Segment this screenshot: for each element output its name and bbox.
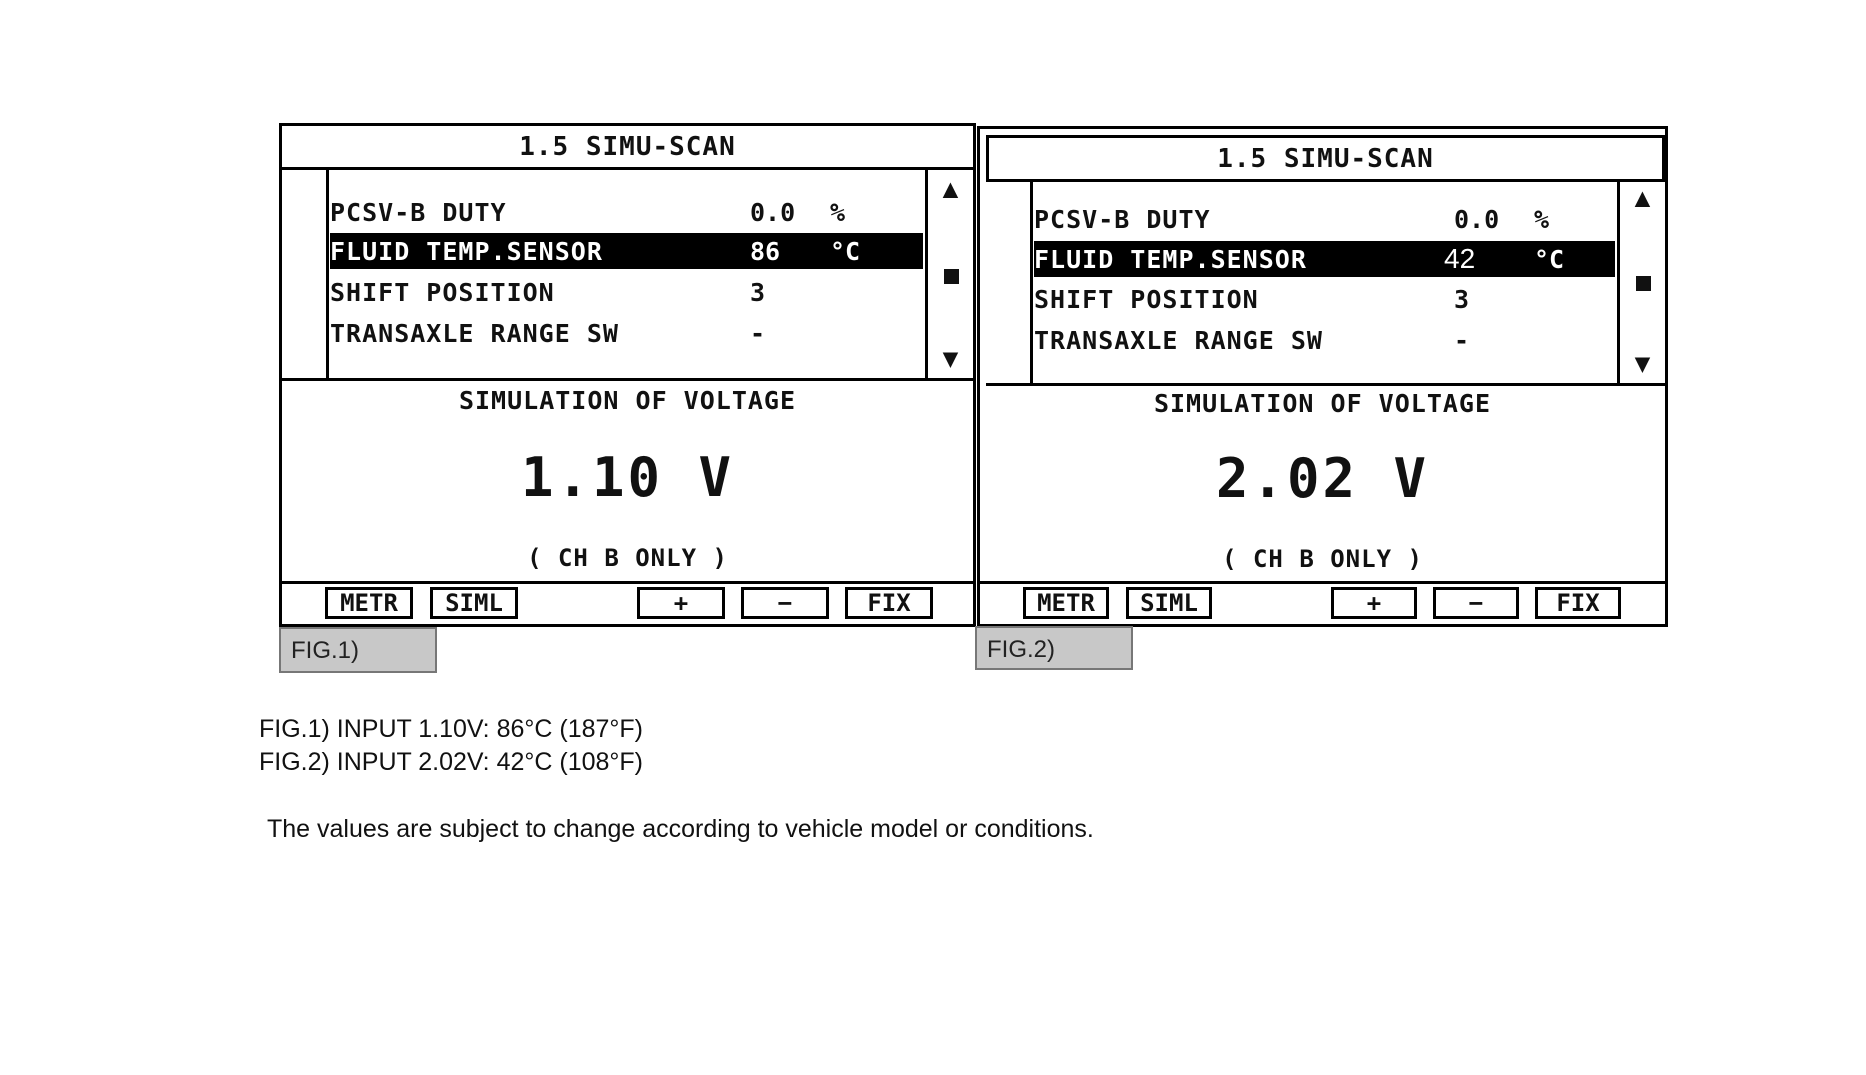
row-value: 3 <box>1454 285 1470 314</box>
fix-button[interactable]: FIX <box>845 587 933 619</box>
row-unit: °C <box>1534 245 1565 274</box>
metr-button[interactable]: METR <box>325 587 413 619</box>
scroll-thumb[interactable] <box>944 269 959 284</box>
scan-screen-fig2 <box>977 126 1668 627</box>
list-row-fluid-temp-sensor[interactable] <box>1034 241 1615 277</box>
screen-title: 1.5 SIMU-SCAN <box>282 126 973 170</box>
row-value: - <box>750 319 766 348</box>
channel-note: ( CH B ONLY ) <box>1222 545 1423 573</box>
row-unit: % <box>1534 205 1550 234</box>
figure-1-caption: FIG.1) INPUT 1.10V: 86°C (187°F) <box>259 715 644 743</box>
simulation-title: SIMULATION OF VOLTAGE <box>458 386 797 415</box>
scroll-up-icon[interactable]: ▲ <box>942 174 959 204</box>
simulation-voltage-value: 1.10 V <box>520 446 735 509</box>
list-row-shift-position[interactable] <box>1034 281 1615 317</box>
row-label: TRANSAXLE RANGE SW <box>1034 326 1323 355</box>
data-list <box>986 179 1665 386</box>
row-label: PCSV-B DUTY <box>1034 205 1211 234</box>
row-label: TRANSAXLE RANGE SW <box>330 319 619 348</box>
scroll-down-icon[interactable]: ▼ <box>1634 349 1651 379</box>
row-label: FLUID TEMP.SENSOR <box>1034 245 1307 274</box>
list-scrollbar[interactable] <box>925 170 973 378</box>
row-value: - <box>1454 326 1470 355</box>
softkey-bar <box>980 581 1665 624</box>
list-row-transaxle-range-sw[interactable] <box>1034 322 1615 358</box>
scan-screen-fig1 <box>279 123 976 627</box>
list-row-transaxle-range-sw[interactable] <box>330 315 923 351</box>
fix-button[interactable]: FIX <box>1535 587 1621 619</box>
list-gutter <box>282 170 329 378</box>
metr-button[interactable]: METR <box>1023 587 1109 619</box>
row-unit: °C <box>830 237 861 266</box>
row-value: 3 <box>750 278 766 307</box>
figure-label-1: FIG.1) <box>279 627 437 673</box>
siml-button[interactable]: SIML <box>430 587 518 619</box>
plus-button[interactable]: + <box>1331 587 1417 619</box>
row-value: 86 <box>750 237 781 266</box>
scroll-thumb[interactable] <box>1636 276 1651 291</box>
list-row-fluid-temp-sensor[interactable] <box>330 233 923 269</box>
row-label: PCSV-B DUTY <box>330 198 507 227</box>
row-label: SHIFT POSITION <box>330 278 555 307</box>
softkey-bar <box>282 581 973 624</box>
list-row-shift-position[interactable] <box>330 274 923 310</box>
row-label: SHIFT POSITION <box>1034 285 1259 314</box>
scroll-down-icon[interactable]: ▼ <box>942 344 959 374</box>
row-value: 42 <box>1444 243 1476 274</box>
list-scrollbar[interactable] <box>1617 179 1665 383</box>
simulation-voltage-value: 2.02 V <box>1215 447 1430 510</box>
screen-title: 1.5 SIMU-SCAN <box>986 135 1665 182</box>
scroll-up-icon[interactable]: ▲ <box>1634 183 1651 213</box>
data-list <box>282 170 973 381</box>
row-unit: % <box>830 198 846 227</box>
figure-2-caption: FIG.2) INPUT 2.02V: 42°C (108°F) <box>259 748 644 776</box>
row-label: FLUID TEMP.SENSOR <box>330 237 603 266</box>
minus-button[interactable]: − <box>1433 587 1519 619</box>
list-row-pcsv-b-duty[interactable] <box>1034 201 1615 237</box>
simulation-title: SIMULATION OF VOLTAGE <box>1153 389 1492 418</box>
plus-button[interactable]: + <box>637 587 725 619</box>
list-gutter <box>986 179 1033 383</box>
row-value: 0.0 <box>750 198 796 227</box>
disclaimer-note: The values are subject to change according to vehicle model or conditions. <box>267 815 1094 843</box>
row-value: 0.0 <box>1454 205 1500 234</box>
siml-button[interactable]: SIML <box>1126 587 1212 619</box>
list-row-pcsv-b-duty[interactable] <box>330 194 923 230</box>
channel-note: ( CH B ONLY ) <box>527 544 728 572</box>
figure-label-2: FIG.2) <box>975 626 1133 670</box>
minus-button[interactable]: − <box>741 587 829 619</box>
